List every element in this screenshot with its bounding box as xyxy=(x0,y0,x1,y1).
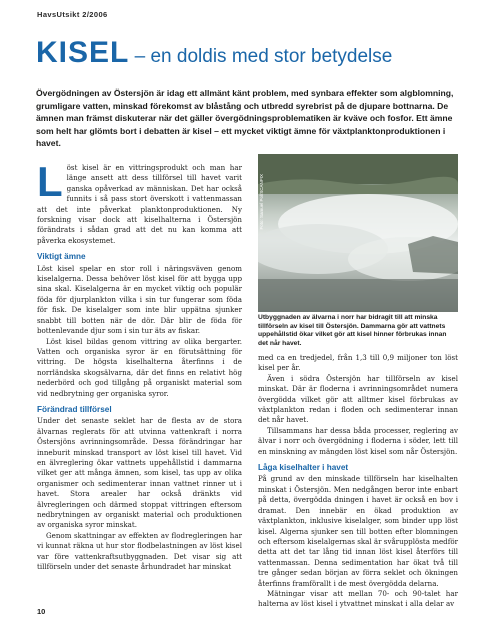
photo-credit: Foto: Samuel Pol/SCANPIX xyxy=(259,174,264,230)
masthead: HavsUtsikt 2/2006 xyxy=(37,10,108,19)
page-number: 10 xyxy=(37,607,46,616)
paragraph: Även i södra Östersjön har tillförseln av kisel minskat. Där är floderna i avrinningsområdet numera övergödda vilket gör att alltmer kisel förbrukas av växtplankton redan i floden och sedimenterar innan det når havet. xyxy=(258,373,458,425)
lead-paragraph: Övergödningen av Östersjön är idag ett allmänt känt problem, med synbara effekter som algblomning, grumligare vatten, minskad förekomst av blåstång och utbredd syrebrist på de djupare bottnarna. De ämnen man främst diskuterar när det gäller övergödningsproblematiken är kväve och fosfor. Ett ämne som helt har glömts bort i debatten är kisel – ett mycket viktigt ämne för växtplanktonproduktionen i havet. xyxy=(36,88,454,149)
photo-caption: Utbyggnaden av älvarna i norr har bidragit till att minska tillförseln av kisel till Östersjön. Dammarna gör att vattnets uppehållstid ökar vilket gör att kisel hinner förbrukas innan det når havet. xyxy=(258,314,447,347)
paragraph: Under det senaste seklet har de flesta av de stora älvarnas reglerats för att utvinna vattenkraft i norra Östersjöns avrinningsområde. Dessa förändringar har inneburit minskad transport av löst kisel till havet. Vid en älvreglering ökar vattnets uppehållstid i dammarna vilket ger att många ämnen, som kisel, tas upp av olika organismer och sedimenterar innan vattnet rinner ut i havet. Stora arealer har också dränkts vid älvregleringen och därmed stoppat vittringen eftersom nedbrytningen av organiskt material och produktionen av organiska syror minskat. xyxy=(37,416,242,530)
drop-cap: L xyxy=(37,158,63,205)
subheading-laga-kiselhalter: Låga kiselhalter i havet xyxy=(258,463,349,473)
paragraph: Genom skattningar av effekten av flodregleringen har vi kunnat räkna ut hur stor flodbelastningen av löst kisel var före vattenkraftsutbyggnaden. Det visar sig att tillförseln under det senaste århundradet har minskat xyxy=(37,530,242,572)
paragraph: Mätningar visar att mellan 70- och 90-talet har halterna av löst kisel i ytvattnet minskat i alla delar av xyxy=(258,588,458,609)
article-column-2 xyxy=(258,353,458,610)
paragraph: Löst kisel bildas genom vittring av olika bergarter. Vatten och organiska syror är en förutsättning för vittring. De högsta kiselhalterna återfinns i de norrländska skogsälvarna, där det finns en relativt hög nederbörd och god tillgång på organiskt material som vid nedbrytning ger organiska syror. xyxy=(37,336,242,398)
river-dam-photo xyxy=(258,154,458,312)
photo-illustration xyxy=(258,154,458,312)
paragraph: med ca en tredjedel, från 1,3 till 0,9 miljoner ton löst kisel per år. xyxy=(258,353,458,373)
intro-paragraph xyxy=(37,158,242,246)
article-column-1 xyxy=(37,158,242,572)
subheading-forandrad-tillforsel: Förändrad tillförsel xyxy=(37,404,112,414)
headline-sub: – en doldis med stor betydelse xyxy=(129,46,393,67)
subheading-viktigt-amne: Viktigt ämne xyxy=(37,252,86,262)
intro-text: öst kisel är en vittringsprodukt och man har länge ansett att dess tillförsel till havet varit ganska opåverkad av människan. Det har också funnits i så pass stort överskott i vattenmassan att det inte påverkat planktonproduktionen. Ny forskning visar dock att kiselhalterna i Östersjön förändrats i sådan grad att det nu kan komma att påverka ekosystemet. xyxy=(37,163,242,245)
paragraph: Tillsammans har dessa båda processer, reglering av älvar i norr och övergödning i floderna i söder, lett till en minskning av mängden löst kisel som når Östersjön. xyxy=(258,425,458,456)
paragraph: Löst kisel spelar en stor roll i näringsväven genom kiselalgerna. Dessa behöver löst kisel för att bygga upp sina skal. Kiselalgerna är en mycket viktig och populär föda för djurplankton vilka i sin tur fungerar som föda för fisk. De kiselalger som inte blir uppätna sjunker snabbt till botten när de dör. Där blir de föda för bottenlevande djur som i sin tur äts av fiskar. xyxy=(37,263,242,336)
headline-main: KISEL xyxy=(36,36,130,69)
paragraph: På grund av den minskade tillförseln har kiselhalten minskat i Östersjön. Men nedgången beror inte enbart på detta, övergödda dningen i havet är också en bov i dramat. Den innebär en ökad produktion av växtplankton, inklusive kiselalger, som binder upp löst kisel. Algerna sjunker sen till botten efter blomningen och eftersom kiselalgernas skal är svårupplösta medför detta att det tar lång tid innan löst kisel återförs till vattenmassan. Denna sedimentation har ökat två till tre gånger sedan början av förra seklet och ökningen återfinns framförallt i de mest övergödda delarna. xyxy=(258,474,458,588)
headline xyxy=(36,36,392,70)
